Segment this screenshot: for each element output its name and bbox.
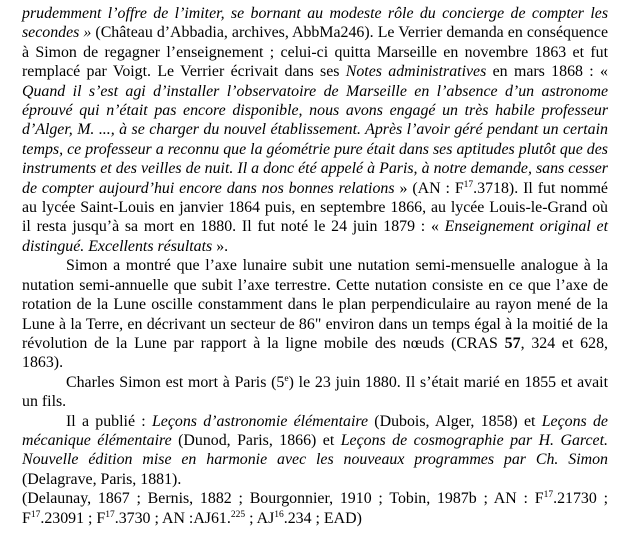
book-title-italic: Leçons d’astronomie élémentaire (151, 412, 369, 430)
text: .3730 ; AN :AJ61. (114, 509, 231, 527)
superscript: 17 (105, 509, 115, 520)
title-italic: Notes administratives (345, 63, 487, 81)
text: en mars 1868 : « (486, 63, 608, 81)
paragraph-abbadia-leverrier (22, 4, 608, 256)
superscript: 17 (30, 509, 41, 520)
superscript: 225 (230, 509, 246, 520)
quote-italic: Enseignement original et distingué. Excellents résultats (22, 218, 609, 255)
text: .234 ; EAD) (283, 509, 362, 527)
superscript: 17 (463, 179, 474, 190)
text: , 324 et 628, 1863). (22, 334, 608, 372)
text: .23091 ; F (40, 509, 106, 527)
quote-italic: Quand il s’est agi d’installer l’observatoire de Marseille en l’absence d’un astronome éprouvé qui n’était pas encore disponible, nous avons engagé un très habile professeur d’Alger, M. ..., à se charger du nouvel établissement. Après l’avoir géré pendant un certain temps, ce professeur a reconnu que la géométrie pure était dans ses aptitudes plutôt que des instruments et des veilles de nuit. Il a donc été appelé à Paris, à notre demande, sans cesser de compter aujourd’hui encore dans nos bonnes relations (22, 82, 608, 197)
text: ». (212, 237, 229, 255)
text: (Château d’Abbadia, archives, AbbMa246). Le Verrier demanda en conséquence à Simon de regagner l’enseignement ; celui-ci quitta Marseille en novembre 1863 et fut remplacé par Voigt. Le Verrier écrivait dans ses (22, 24, 608, 81)
text: » (AN : F (394, 179, 464, 197)
text: Simon a montré que l’axe lunaire subit une nutation semi-mensuelle analogue à la nutation semi-annuelle que subit l’axe terrestre. Cette nutation consiste en ce que l’axe de rotation de la Lune oscille constamment dans le plan perpendiculaire au rayon mené de la Lune à la Terre, en décrivant un secteur de 86" environ dans un temps égal à la moitié de la révolution de la Lune par rapport à la ligne mobile des nœuds (CRAS (22, 257, 608, 352)
text: ; AJ (245, 509, 275, 527)
text: .21730 ; F (22, 490, 608, 527)
text: .3718). Il fut nommé au lycée Saint-Louis en janvier 1864 puis, en septembre 1866, au lycée Louis-le-Grand où il resta jusqu’à sa mort en 1880. Il fut noté le 24 juin 1879 : « (22, 179, 608, 236)
text: Il a publié : (66, 412, 152, 430)
text: (Dubois, Alger, 1858) et (368, 412, 542, 430)
paragraph-publications (22, 412, 608, 490)
superscript: e (284, 373, 289, 384)
book-title-italic: Leçons de mécanique élémentaire (22, 412, 608, 449)
paragraph-death (22, 373, 608, 412)
text: (Dunod, Paris, 1866) et (171, 431, 341, 449)
superscript: 17 (543, 490, 554, 501)
text: (Delaunay, 1867 ; Bernis, 1882 ; Bourgonnier, 1910 ; Tobin, 1987b ; AN : F (22, 490, 544, 508)
bold-volume: 57 (504, 334, 521, 352)
text: (Delagrave, Paris, 1881). (22, 470, 182, 488)
text: Charles Simon est mort à Paris (5 (66, 373, 285, 391)
book-title-italic: Leçons de cosmographie par H. Garcet. Nouvelle édition mise en harmonie avec les nouveaux programmes par Ch. Simon (22, 431, 608, 469)
text: ) le 23 juin 1880. Il s’était marié en 1855 et avait un fils. (22, 373, 608, 411)
quote-italic: prudemment l’offre de l’imiter, se bornant au modeste rôle du concierge de compter les secondes » (22, 5, 608, 42)
paragraph-nutation (22, 256, 608, 372)
superscript: 16 (274, 509, 284, 520)
paragraph-sources (22, 489, 608, 528)
